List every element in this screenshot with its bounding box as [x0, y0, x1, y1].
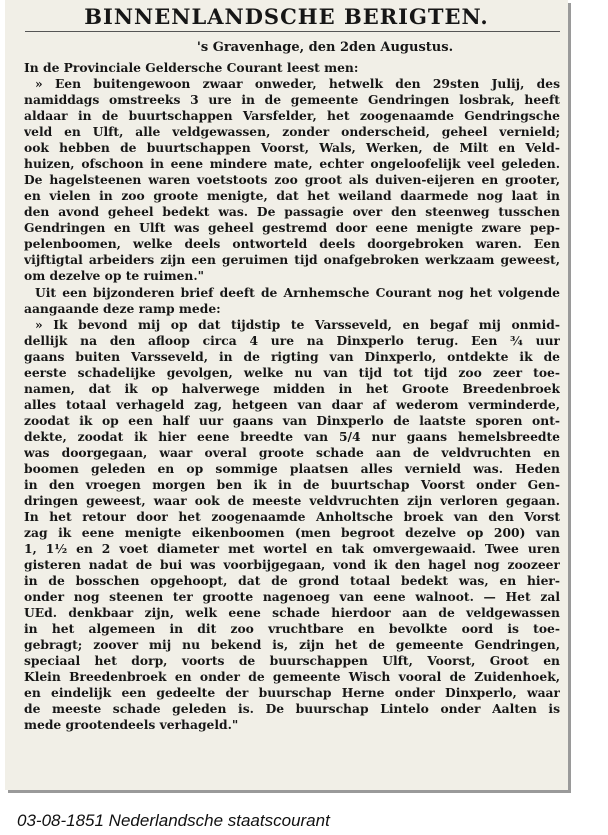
text-line: om dezelve op te ruimen."	[24, 268, 205, 283]
text-line: in den vroegen morgen ben ik in de buurtschap Voorst onder Gen-	[24, 477, 560, 492]
text-line: namiddags omstreeks 3 ure in de gemeente Gendringen losbrak, heeft	[24, 92, 560, 107]
text-line: In de Provinciale Geldersche Courant leest men:	[24, 60, 359, 75]
text-line: was doorgegaan, waar overal groote schade aan de veldvruchten en	[24, 445, 560, 460]
text-line: eerste schadelijke gevolgen, welke nu van tijd tot tijd zoo zeer toe-	[24, 365, 560, 380]
text-line: speciaal het dorp, voorts de buurschappen Ulft, Voorst, Groot en	[24, 653, 560, 668]
text-line: aldaar in de buurtschappen Varsfelder, het zoogenaamde Gendringsche	[24, 108, 560, 123]
text-line: In het retour door het zoogenaamde Anholtsche broek van den Vorst	[24, 509, 560, 524]
text-line: den avond geheel bedekt was. De passagie over den steenweg tusschen	[24, 204, 560, 219]
text-line: alles totaal verhageld zag, hetgeen van daar af wederom verminderde,	[24, 397, 560, 412]
headline-rule	[25, 31, 560, 32]
text-line: Uit een bijzonderen brief deeft de Arnhemsche Courant nog het volgende	[35, 285, 560, 300]
text-line: » Ik bevond mij op dat tijdstip te Varsseveld, en begaf mij onmid-	[35, 317, 560, 332]
text-line: pelenboomen, welke deels ontworteld deels doorgebroken waren. Een	[24, 236, 560, 251]
text-line: namen, dat ik op halverwege midden in het Groote Breedenbroek	[24, 381, 560, 396]
text-line: vijftigtal arbeiders zijn een geruimen tijd onafgebroken werkzaam geweest,	[24, 252, 560, 267]
text-line: Gendringen en Ulft was geheel gestremd door eene menigte zware pep-	[24, 220, 560, 235]
text-line: in de bosschen opgehoopt, dat de grond totaal bedekt was, en hier-	[24, 573, 560, 588]
text-line: veld en Ulft, alle veldgewassen, zonder onderscheid, geheel vernield;	[24, 124, 560, 139]
text-line: ook hebben de buurtschappen Voorst, Wals, Werken, de Milt en Veld-	[24, 140, 560, 155]
text-line: 1, 1½ en 2 voet diameter met wortel en tak omvergewaaid. Twee uren	[24, 541, 560, 556]
text-line: zag ik eene menigte eikenboomen (men begroot dezelve op 200) van	[24, 525, 560, 540]
text-line: aangaande deze ramp mede:	[24, 301, 221, 316]
text-line: en vielen in zoo groote menigte, dat het weiland daarmede nog laat in	[24, 188, 560, 203]
text-line: gebragt; zoover mij nu bekend is, zijn het de gemeente Gendringen,	[24, 637, 560, 652]
text-line: gaans buiten Varsseveld, in de rigting van Dinxperlo, ontdekte ik de	[24, 349, 560, 364]
text-line: mede grootendeels verhageld."	[24, 717, 239, 732]
text-line: in het algemeen in dit zoo vruchtbare en bevolkte oord is toe-	[24, 621, 560, 636]
text-line: UEd. denkbaar zijn, welk eene schade hierdoor aan de veldgewassen	[24, 605, 560, 620]
text-line: zoodat ik op een half uur gaans van Dinxperlo de laatste sporen ont-	[24, 413, 560, 428]
text-line: dellijk na den afloop circa 4 ure na Dinxperlo terug. Een ¾ uur	[24, 333, 560, 348]
text-line: » Een buitengewoon zwaar onweder, hetwelk den 29sten Julij, des	[35, 76, 560, 91]
text-line: dekte, zoodat ik hier eene breedte van 5/4 nur gaans hemelsbreedte	[24, 429, 560, 444]
caption: 03-08-1851 Nederlandsche staatscourant	[17, 811, 330, 830]
headline: BINNENLANDSCHE BERIGTEN.	[84, 4, 489, 29]
text-line: gisteren nadat de bui was voorbijgegaan, vond ik den hagel nog zoozeer	[24, 557, 560, 572]
dateline: 's Gravenhage, den 2den Augustus.	[196, 40, 454, 55]
newspaper-clipping	[5, 0, 568, 790]
text-line: boomen geleden en op sommige plaatsen alles vernield was. Heden	[24, 461, 560, 476]
text-line: Klein Breedenbroek en onder de gemeente Wisch vooral de Zuidenhoek,	[24, 669, 560, 684]
text-line: onder nog steenen ter grootte nagenoeg van eene walnoot. — Het zal	[24, 589, 560, 604]
text-line: en eindelijk een gedeelte der buurschap Herne onder Dinxperlo, waar	[24, 685, 560, 700]
text-line: dringen geweest, waar ook de meeste veldvruchten zijn verloren gegaan.	[24, 493, 560, 508]
text-line: De hagelsteenen waren voetstoots zoo groot als duiven-eijeren en grooter,	[24, 172, 560, 187]
text-line: huizen, ofschoon in eene mindere mate, echter ongeloofelijk veel geleden.	[24, 156, 560, 171]
text-line: de meeste schade geleden is. De buurschap Lintelo onder Aalten is	[24, 701, 560, 716]
